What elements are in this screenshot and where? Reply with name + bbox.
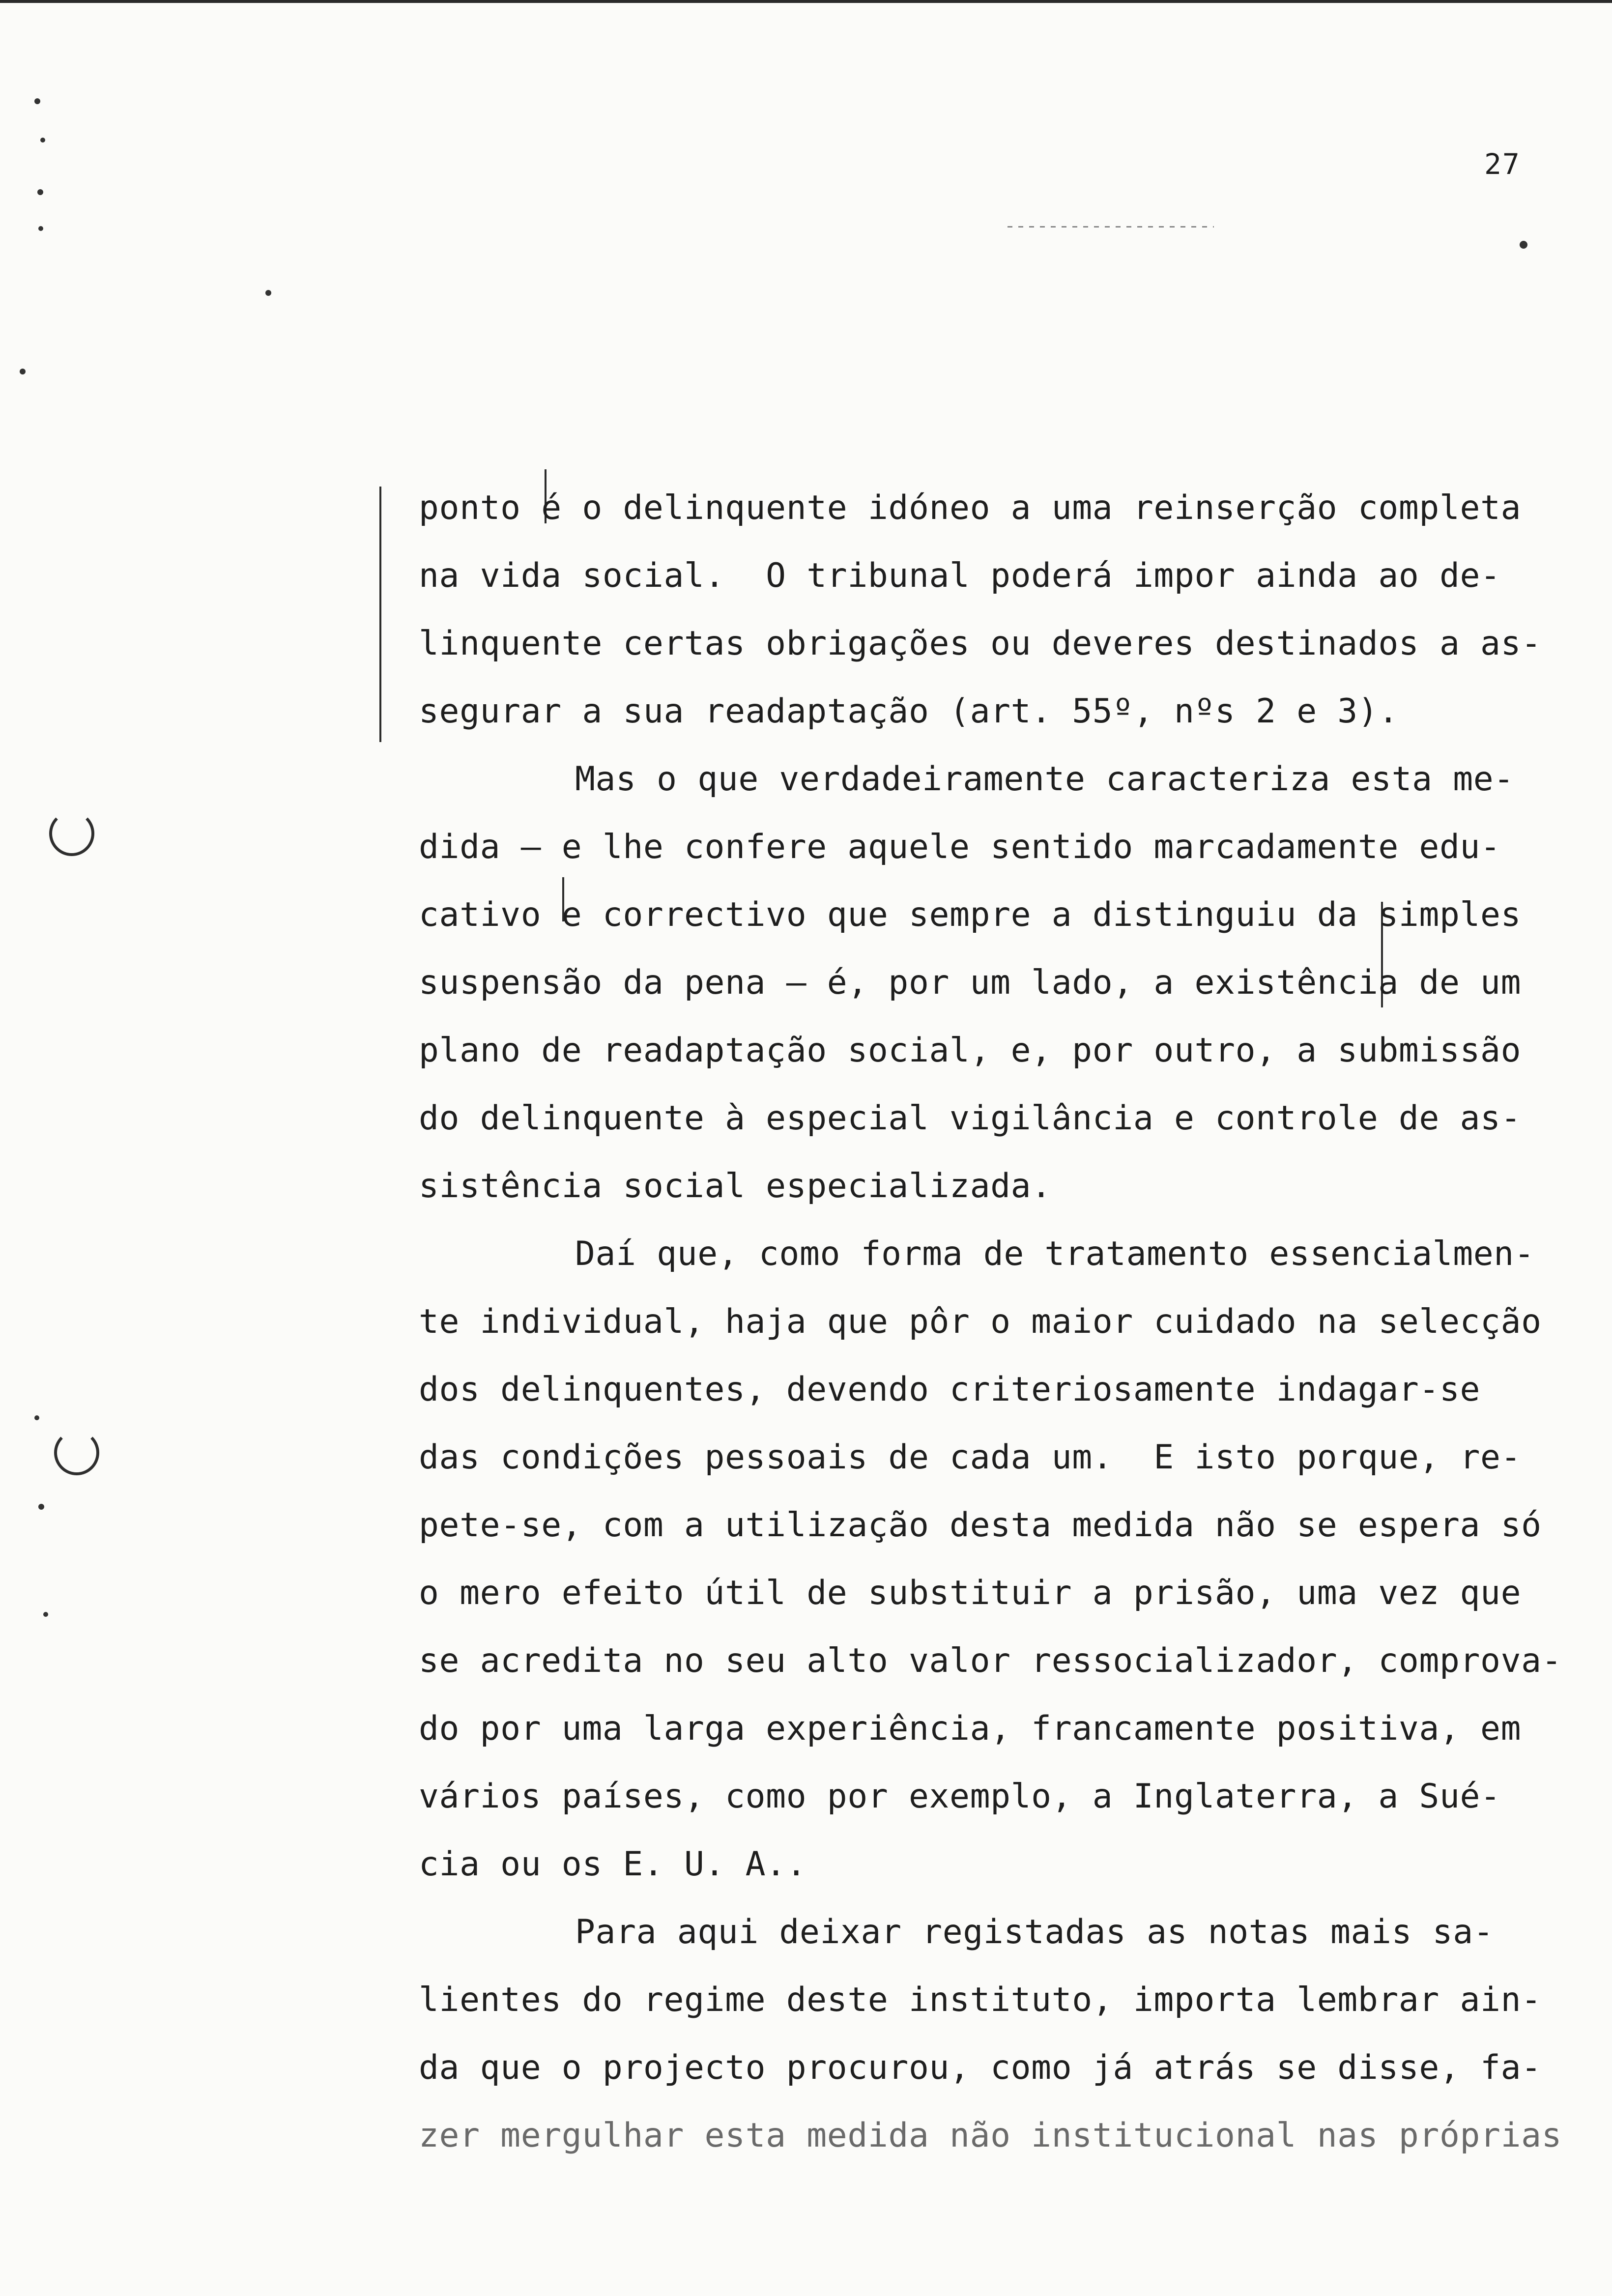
text-line: cia ou os E. U. A..: [419, 1845, 807, 1884]
text-line: vários países, como por exemplo, a Inglaterra, a Sué-: [419, 1777, 1501, 1816]
faint-scan-mark: [1008, 226, 1214, 228]
text-line: zer mergulhar esta medida não institucional nas próprias: [419, 2116, 1562, 2155]
margin-mark: [379, 487, 381, 742]
text-line: dos delinquentes, devendo criteriosamente indagar-se: [419, 1370, 1481, 1409]
text-line: lientes do regime deste instituto, importa lembrar ain-: [419, 1980, 1542, 2019]
text-line: plano de readaptação social, e, por outro, a submissão: [419, 1031, 1522, 1070]
text-line: suspensão da pena — é, por um lado, a existência de um: [419, 963, 1522, 1002]
scan-crescent-mark: [54, 1430, 99, 1475]
paragraph-first-line: Mas o que verdadeiramente caracteriza esta me-: [575, 760, 1514, 799]
text-line: ponto é o delinquente idóneo a uma reinserção completa: [419, 488, 1522, 527]
text-line: cativo e correctivo que sempre a distinguiu da simples: [419, 895, 1522, 934]
text-line: dida — e lhe confere aquele sentido marcadamente edu-: [419, 828, 1501, 866]
text-line: na vida social. O tribunal poderá impor ainda ao de-: [419, 556, 1501, 595]
text-line: se acredita no seu alto valor ressocializador, comprova-: [419, 1641, 1562, 1680]
text-line: do por uma larga experiência, francamente positiva, em: [419, 1709, 1522, 1748]
paragraph-first-line: Para aqui deixar registadas as notas mais sa-: [575, 1913, 1494, 1952]
scan-speck: [34, 98, 40, 104]
text-line: das condições pessoais de cada um. E isto porque, re-: [419, 1438, 1522, 1477]
scan-speck: [34, 1415, 39, 1420]
scan-speck: [20, 369, 26, 374]
page-number: 27: [1484, 147, 1521, 181]
scan-speck: [1520, 241, 1527, 249]
scan-speck: [38, 1504, 44, 1510]
text-line: pete-se, com a utilização desta medida não se espera só: [419, 1506, 1542, 1545]
scan-speck: [265, 290, 271, 296]
scan-top-edge: [0, 0, 1612, 3]
scan-speck: [40, 138, 45, 143]
scan-speck: [43, 1612, 48, 1617]
paragraph-first-line: Daí que, como forma de tratamento essencialmen-: [575, 1234, 1535, 1273]
text-line: do delinquente à especial vigilância e controle de as-: [419, 1099, 1522, 1138]
text-line: o mero efeito útil de substituir a prisão, uma vez que: [419, 1574, 1522, 1612]
scan-crescent-mark: [49, 811, 94, 856]
text-line: linquente certas obrigações ou deveres destinados a as-: [419, 624, 1542, 663]
scan-speck: [38, 226, 43, 231]
scan-speck: [37, 189, 43, 195]
text-line: da que o projecto procurou, como já atrás se disse, fa-: [419, 2048, 1542, 2087]
text-line: te individual, haja que pôr o maior cuidado na selecção: [419, 1302, 1542, 1341]
text-line: segurar a sua readaptação (art. 55º, nºs 2 e 3).: [419, 692, 1399, 731]
text-line: sistência social especializada.: [419, 1167, 1052, 1205]
